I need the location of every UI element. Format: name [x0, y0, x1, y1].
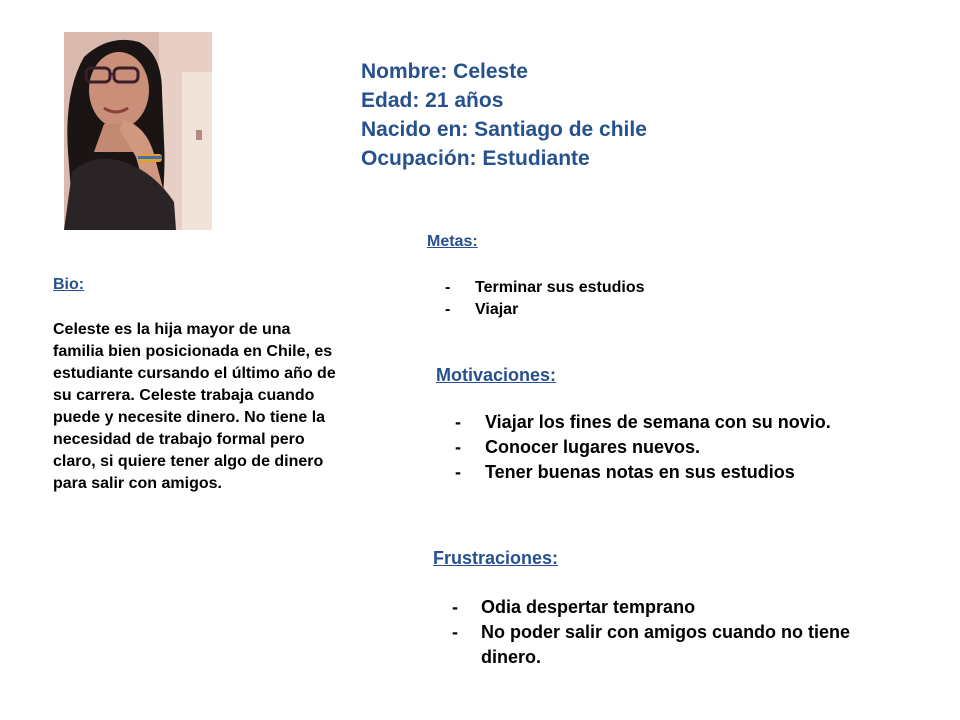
bio-heading: Bio:: [53, 276, 85, 293]
dash-bullet: -: [452, 597, 458, 617]
nacido-line: Nacido en: Santiago de chile: [361, 118, 647, 141]
metas-heading: Metas:: [427, 233, 478, 250]
list-item: [452, 620, 872, 670]
metas-list: [445, 277, 645, 321]
frustraciones-heading: Frustraciones:: [433, 548, 559, 568]
list-item-text: Terminar sus estudios: [475, 279, 645, 296]
ocupacion-line: Ocupación: Estudiante: [361, 147, 590, 170]
list-item-text: Tener buenas notas en sus estudios: [485, 462, 795, 482]
nombre-line: Nombre: Celeste: [361, 60, 528, 83]
motivaciones-list: [455, 410, 831, 485]
edad-line: Edad: 21 años: [361, 89, 504, 112]
list-item: [455, 410, 831, 435]
list-item-text: Viajar: [475, 301, 519, 318]
dash-bullet: -: [455, 462, 461, 482]
dash-bullet: -: [455, 412, 461, 432]
list-item: [455, 435, 831, 460]
persona-info: [361, 57, 647, 173]
bio-text: Celeste es la hija mayor de una familia bien posicionada en Chile, es estudiante cursando el último año de su carrera. Celeste trabaja cuando puede y necesite dinero. No tiene la necesidad de trabajo formal pero claro, si quiere tener algo de dinero para salir con amigos.: [53, 321, 336, 492]
portrait-image: [64, 32, 212, 230]
list-item-text: No poder salir con amigos cuando no tiene dinero.: [481, 622, 851, 667]
frustraciones-list: [452, 595, 872, 670]
dash-bullet: -: [445, 279, 451, 296]
list-item-text: Viajar los fines de semana con su novio.: [485, 412, 831, 432]
list-item-text: Odia despertar temprano: [481, 597, 696, 617]
list-item-text: Conocer lugares nuevos.: [485, 437, 701, 457]
profile-photo: [64, 32, 212, 230]
dash-bullet: -: [452, 622, 458, 642]
list-item: [445, 299, 645, 321]
motivaciones-heading: Motivaciones:: [436, 365, 557, 385]
dash-bullet: -: [445, 301, 451, 318]
dash-bullet: -: [455, 437, 461, 457]
list-item: [445, 277, 645, 299]
list-item: [452, 595, 872, 620]
list-item: [455, 460, 831, 485]
